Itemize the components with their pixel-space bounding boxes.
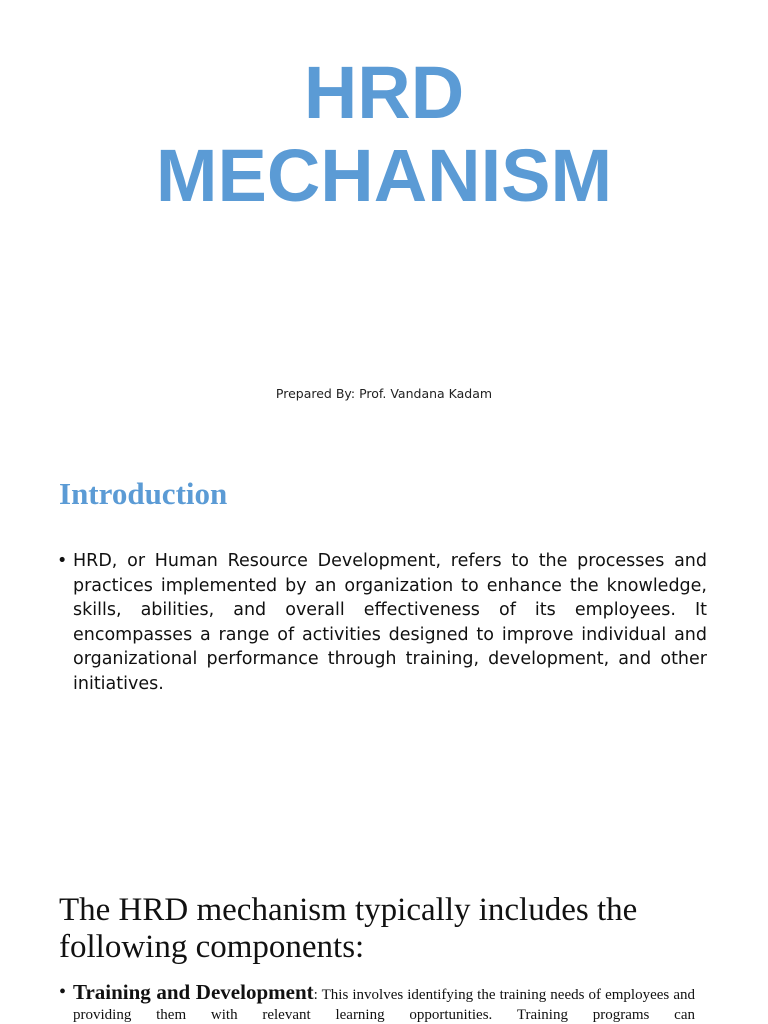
component-item-training: [59, 982, 695, 1024]
subtitle: Prepared By: Prof. Vandana Kadam: [275, 386, 493, 401]
introduction-bullet-text: HRD, or Human Resource Development, refers to the processes and practices implemented by an organization to enhance the knowledge, skills, abilities, and overall effectiveness of its employees. It encompasses a range of activities designed to improve individual and organizational performance through training, development, and other initiatives.: [73, 551, 707, 694]
component-term: Training and Development: [73, 980, 314, 1004]
introduction-slide: [0, 432, 768, 864]
component-description: This involves identifying the training needs of employees and providing them with relevant learning opportunities. Training programs can: [73, 987, 695, 1023]
component-separator: :: [313, 987, 322, 1003]
title-line-2: MECHANISM: [155, 134, 613, 217]
title-line-1: HRD: [303, 51, 465, 134]
title-slide: [0, 0, 768, 432]
components-heading: The HRD mechanism typically includes the following components:: [59, 892, 638, 965]
components-slide: [0, 864, 768, 1024]
introduction-heading: Introduction: [59, 476, 228, 511]
component-item-body: [73, 982, 695, 1024]
bullet-dot-icon: •: [57, 551, 68, 571]
bullet-dot-icon: •: [59, 981, 67, 1003]
introduction-bullet: [57, 549, 707, 696]
